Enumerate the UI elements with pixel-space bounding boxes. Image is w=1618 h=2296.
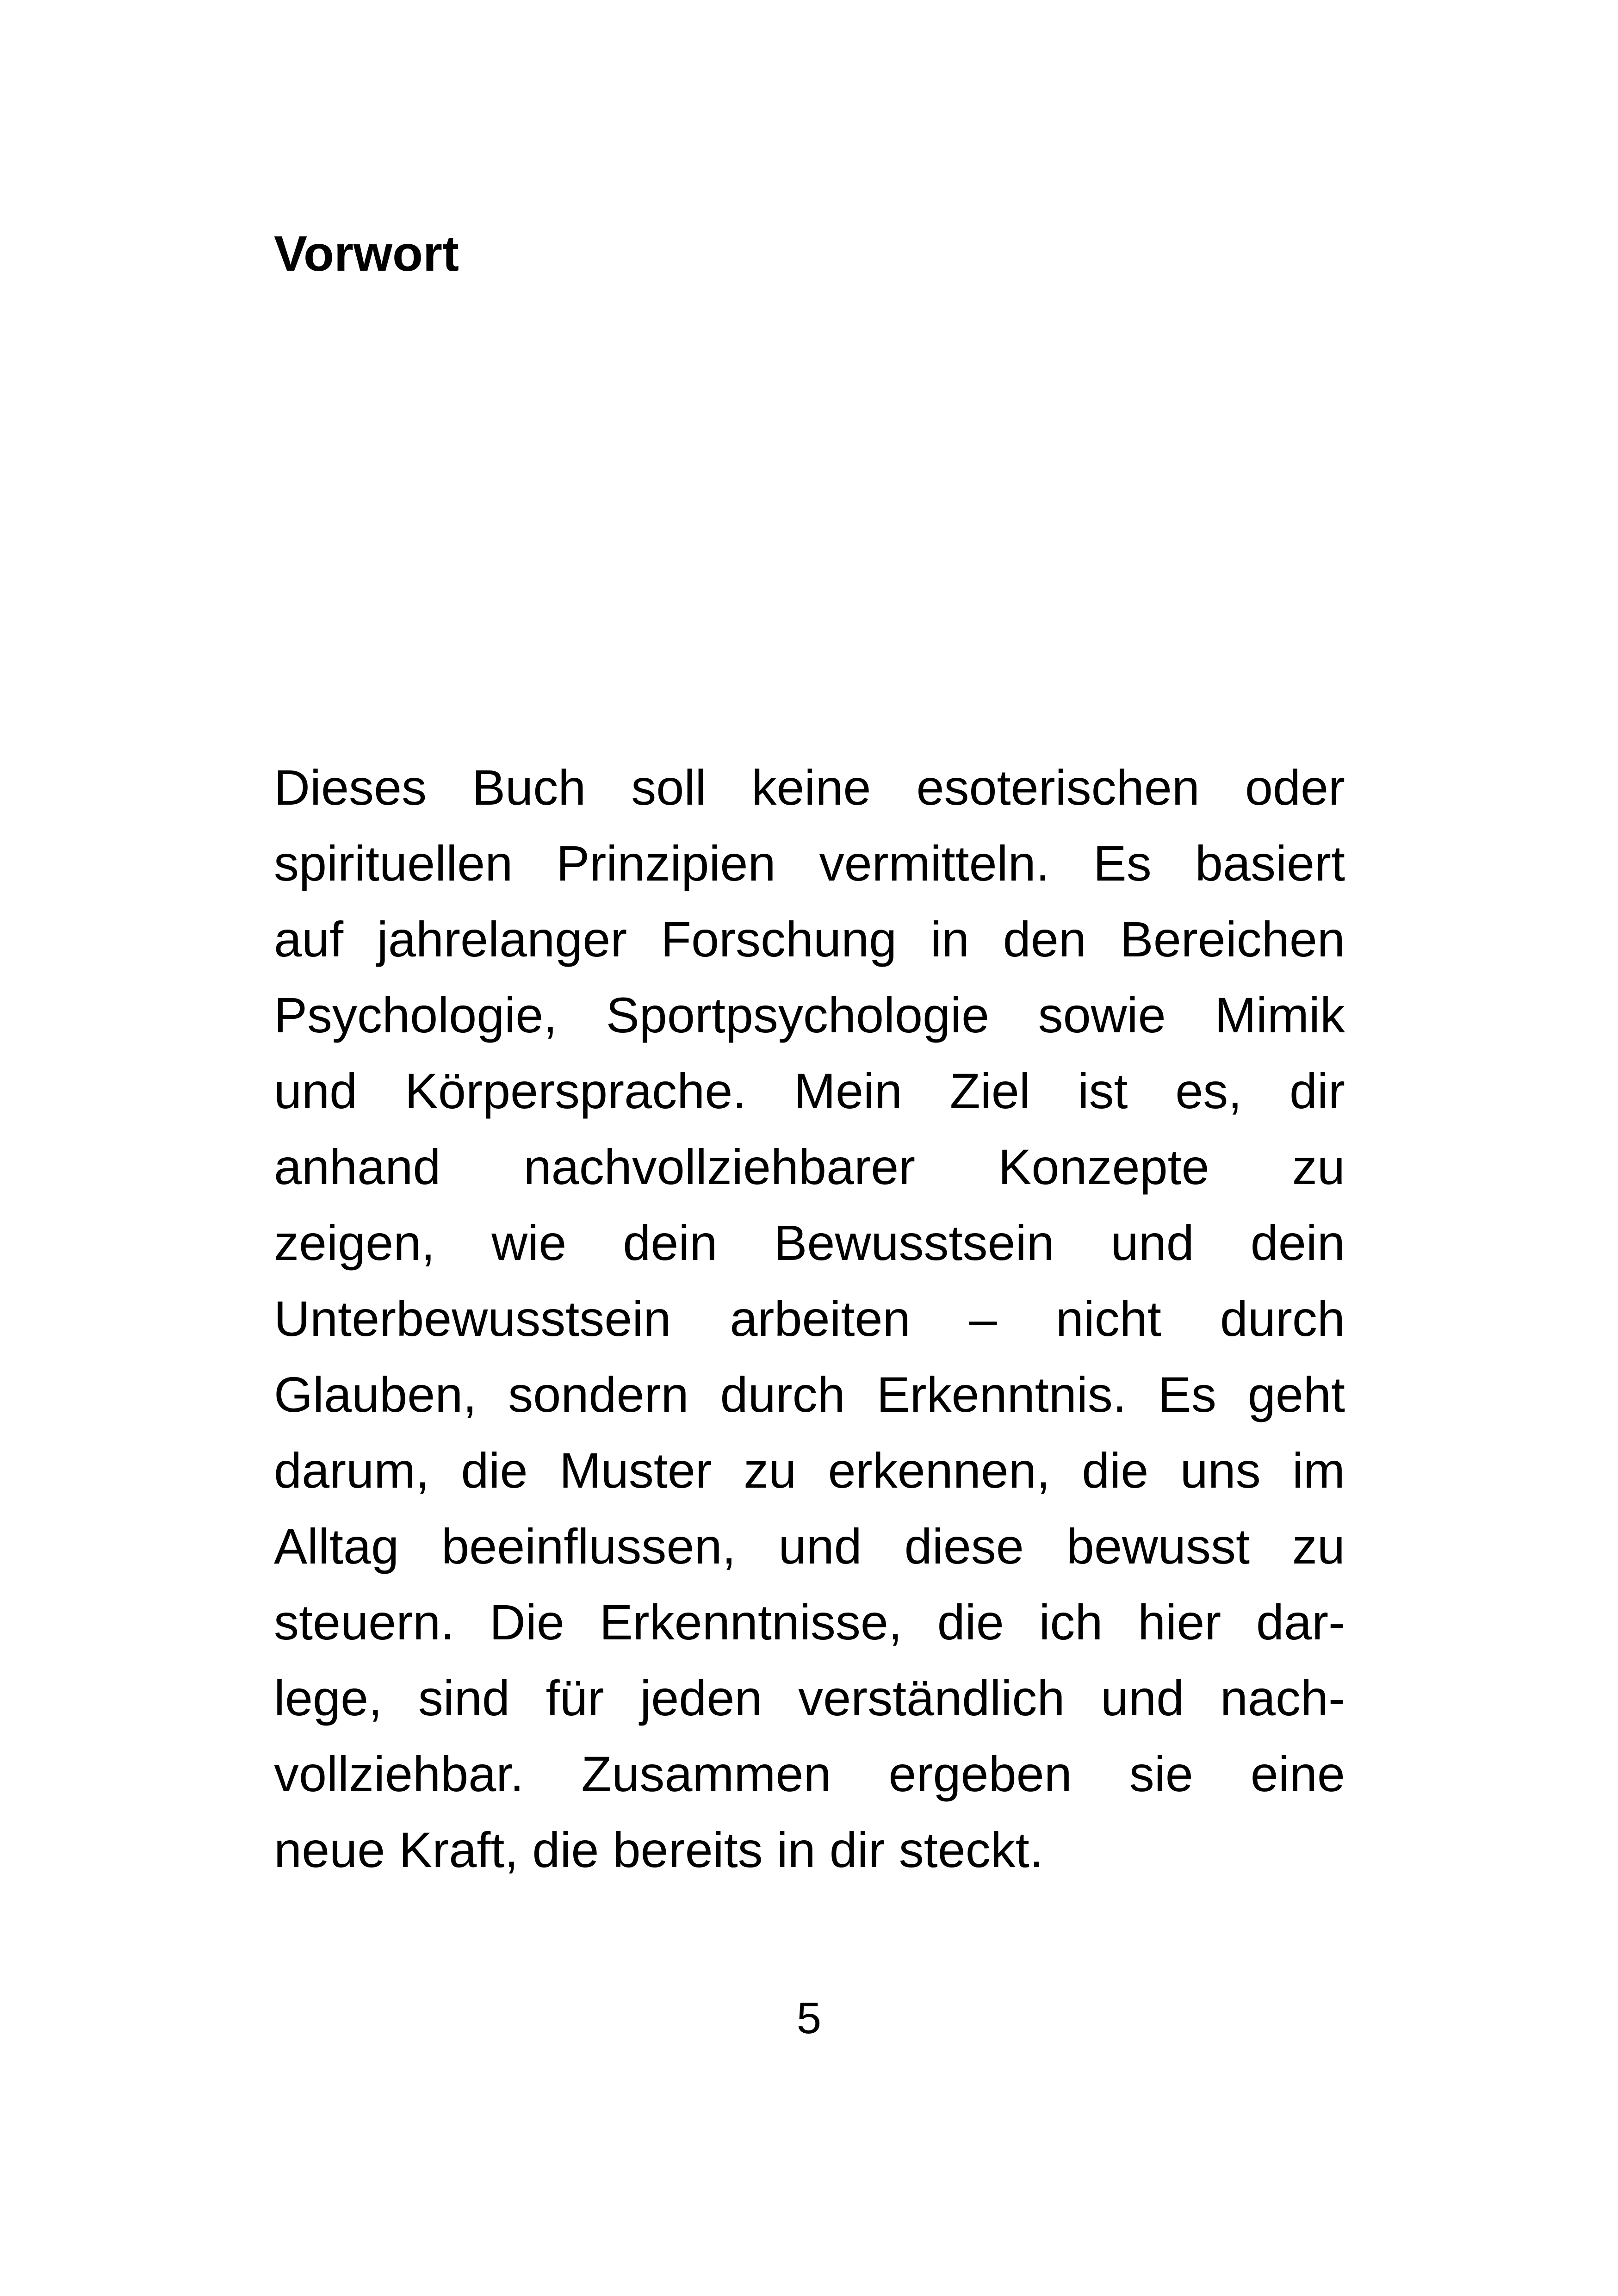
body-paragraph	[274, 750, 1345, 1888]
paragraph-line: anhand nachvollziehbarer Konzepte zu	[274, 1139, 1345, 1195]
paragraph-line: spirituellen Prinzipien vermitteln. Es basiert	[274, 835, 1345, 891]
paragraph-line: Glauben, sondern durch Erkenntnis. Es geht	[274, 1366, 1345, 1422]
paragraph-line: zeigen, wie dein Bewusstsein und dein	[274, 1215, 1345, 1271]
paragraph-line: lege, sind für jeden verständlich und nach-	[274, 1670, 1345, 1726]
paragraph-line: auf jahrelanger Forschung in den Bereichen	[274, 911, 1345, 967]
paragraph-line: steuern. Die Erkenntnisse, die ich hier dar-	[274, 1594, 1345, 1650]
paragraph-line: vollziehbar. Zusammen ergeben sie eine	[274, 1746, 1345, 1802]
paragraph-line: neue Kraft, die bereits in dir steckt.	[274, 1822, 1043, 1878]
paragraph-line: Dieses Buch soll keine esoterischen oder	[274, 759, 1345, 815]
chapter-heading: Vorwort	[274, 225, 459, 281]
paragraph-line: Psychologie, Sportpsychologie sowie Mimik	[274, 987, 1345, 1043]
paragraph-line: Alltag beeinflussen, und diese bewusst zu	[274, 1518, 1345, 1574]
paragraph-line: darum, die Muster zu erkennen, die uns im	[274, 1442, 1345, 1498]
paragraph-line: Unterbewusstsein arbeiten – nicht durch	[274, 1291, 1345, 1347]
paragraph-line: und Körpersprache. Mein Ziel ist es, dir	[274, 1063, 1345, 1119]
page-number: 5	[796, 1993, 822, 2043]
